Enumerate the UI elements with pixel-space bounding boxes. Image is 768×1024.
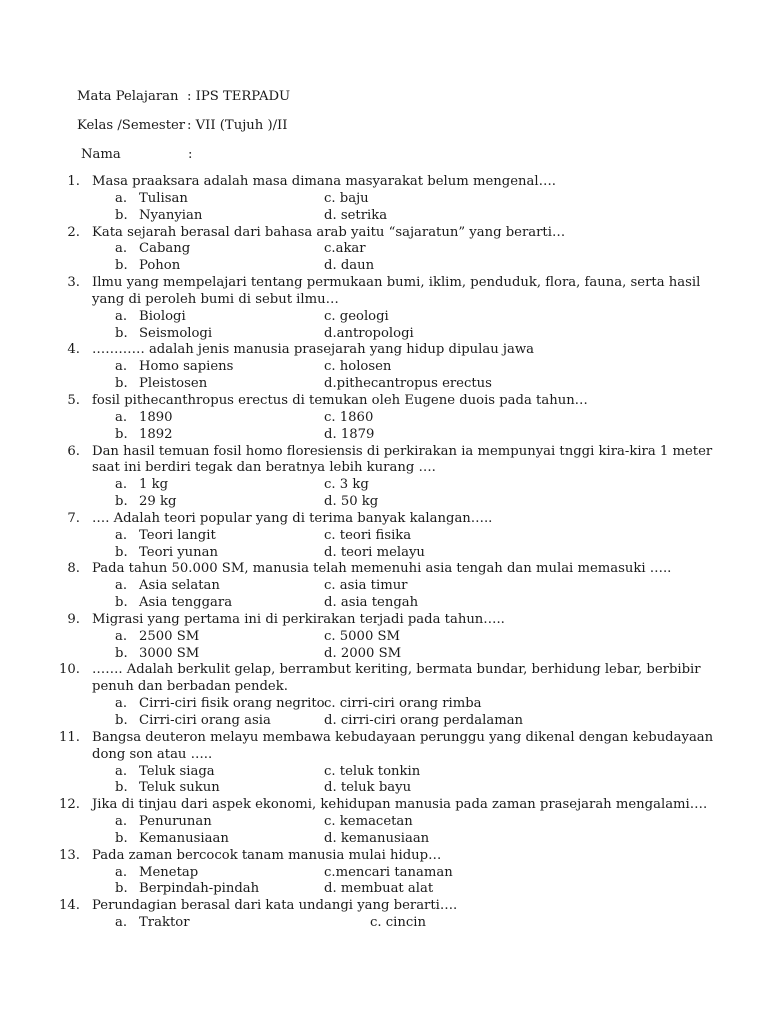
question-text: Jika di tinjau dari aspek ekonomi, kehidupan manusia pada zaman prasejarah mengalami…. <box>92 797 708 813</box>
question-line <box>0 275 768 292</box>
class-semester-row <box>77 117 288 134</box>
option-row <box>0 427 768 444</box>
question-text: yang di peroleh bumi di sebut ilmu… <box>92 291 339 307</box>
option-right: d. cirri-ciri orang perdalaman <box>324 713 524 728</box>
option-letter: a. <box>115 190 128 206</box>
name-value: : <box>188 147 193 162</box>
option-text: Biologi <box>139 308 186 324</box>
question-line <box>0 292 768 309</box>
option-row <box>0 780 768 797</box>
question-text: ………… adalah jenis manusia prasejarah yang hidup dipulau jawa <box>92 342 534 358</box>
question-text: saat ini berdiri tegak dan beratnya lebih kurang …. <box>92 460 436 476</box>
option-text: Traktor <box>139 915 190 931</box>
option-row <box>0 359 768 376</box>
question-text: Bangsa deuteron melayu membawa kebudayaan perunggu yang dikenal dengan kebudayaan <box>92 729 714 745</box>
question-number: 2. <box>67 224 80 240</box>
class-semester-label: Kelas /Semester <box>77 118 186 133</box>
option-row <box>0 191 768 208</box>
option-text: Seismologi <box>139 325 213 341</box>
question-line <box>0 174 768 191</box>
question-line <box>0 898 768 915</box>
option-text: Cabang <box>139 241 191 257</box>
option-letter: a. <box>115 359 128 375</box>
option-row <box>0 915 768 932</box>
option-right: d. asia tengah <box>324 595 419 611</box>
option-letter: b. <box>115 595 128 611</box>
question-text: Ilmu yang mempelajari tentang permukaan bumi, iklim, penduduk, flora, fauna, serta hasil <box>92 275 701 291</box>
question-line <box>0 444 768 461</box>
option-letter: b. <box>115 426 128 442</box>
option-row <box>0 545 768 562</box>
question-text: fosil pithecanthropus erectus di temukan oleh Eugene duois pada tahun… <box>92 392 588 408</box>
question-number: 7. <box>67 510 80 526</box>
option-text: Teluk sukun <box>139 780 220 796</box>
option-text: Teori langit <box>139 527 216 543</box>
option-right: c. 5000 SM <box>324 628 401 644</box>
option-letter: a. <box>115 696 128 712</box>
option-right: d.pithecantropus erectus <box>324 376 492 392</box>
option-text: 1890 <box>139 409 173 425</box>
question-line <box>0 612 768 629</box>
class-semester-value: : VII (Tujuh )/II <box>187 118 288 133</box>
option-row <box>0 241 768 258</box>
question-text: penuh dan berbadan pendek. <box>92 679 288 695</box>
question-number: 1. <box>67 174 80 189</box>
option-letter: a. <box>115 628 128 644</box>
option-row <box>0 814 768 831</box>
option-letter: b. <box>115 780 128 796</box>
option-right: d. teori melayu <box>324 544 425 560</box>
name-row <box>81 146 193 163</box>
question-text: Migrasi yang pertama ini di perkirakan terjadi pada tahun….. <box>92 611 505 627</box>
option-row <box>0 208 768 225</box>
option-text: Tulisan <box>139 190 188 206</box>
option-letter: a. <box>115 477 128 493</box>
question-line <box>0 342 768 359</box>
option-letter: b. <box>115 258 128 274</box>
option-row <box>0 713 768 730</box>
option-row <box>0 629 768 646</box>
option-row <box>0 494 768 511</box>
question-text: Dan hasil temuan fosil homo floresiensis di perkirakan ia mempunyai tnggi kira-kira 1 meter <box>92 443 713 459</box>
option-right: d. 1879 <box>324 426 375 442</box>
option-letter: a. <box>115 527 128 543</box>
option-text: Berpindah-pindah <box>139 881 260 897</box>
option-row <box>0 696 768 713</box>
option-letter: b. <box>115 207 128 223</box>
option-text: Pohon <box>139 258 181 274</box>
option-text: 3000 SM <box>139 645 200 661</box>
question-number: 6. <box>67 443 80 459</box>
question-text: Pada zaman bercocok tanam manusia mulai hidup… <box>92 847 442 863</box>
question-text: ……. Adalah berkulit gelap, berrambut keriting, bermata bundar, berhidung lebar, berbibir <box>92 662 701 678</box>
option-row <box>0 528 768 545</box>
option-right: c. cincin <box>370 915 426 931</box>
option-right: d. daun <box>324 258 375 274</box>
option-right: c.akar <box>324 241 366 257</box>
option-row <box>0 646 768 663</box>
option-letter: a. <box>115 864 128 880</box>
option-letter: a. <box>115 409 128 425</box>
question-text: …. Adalah teori popular yang di terima banyak kalangan….. <box>92 510 493 526</box>
option-letter: b. <box>115 830 128 846</box>
question-line <box>0 662 768 679</box>
question-number: 13. <box>59 847 80 863</box>
option-text: Homo sapiens <box>139 359 234 375</box>
option-right: c. 1860 <box>324 409 374 425</box>
option-right: d. 50 kg <box>324 494 379 510</box>
question-number: 9. <box>67 611 80 627</box>
option-text: Nyanyian <box>139 207 203 223</box>
option-right: c. baju <box>324 190 369 206</box>
option-right: c. holosen <box>324 359 392 375</box>
option-letter: b. <box>115 881 128 897</box>
question-line <box>0 460 768 477</box>
option-row <box>0 376 768 393</box>
question-line <box>0 747 768 764</box>
option-right: c. asia timur <box>324 578 408 594</box>
option-letter: a. <box>115 915 128 931</box>
question-text: Pada tahun 50.000 SM, manusia telah memenuhi asia tengah dan mulai memasuki ….. <box>92 561 672 577</box>
question-number: 12. <box>59 797 80 813</box>
subject-value: : IPS TERPADU <box>187 89 291 104</box>
question-number: 4. <box>67 342 80 358</box>
option-letter: b. <box>115 544 128 560</box>
option-text: 2500 SM <box>139 628 200 644</box>
option-right: c. kemacetan <box>324 814 413 830</box>
option-right: d. 2000 SM <box>324 645 402 661</box>
question-number: 8. <box>67 561 80 577</box>
option-row <box>0 881 768 898</box>
option-letter: b. <box>115 713 128 728</box>
option-right: c. 3 kg <box>324 477 369 493</box>
option-right: d. membuat alat <box>324 881 434 897</box>
option-letter: b. <box>115 376 128 392</box>
question-line <box>0 561 768 578</box>
question-line <box>0 225 768 242</box>
question-line <box>0 393 768 410</box>
option-text: Teori yunan <box>139 544 219 560</box>
question-line <box>0 511 768 528</box>
option-right: c. teluk tonkin <box>324 763 421 779</box>
option-row <box>0 309 768 326</box>
option-letter: b. <box>115 494 128 510</box>
option-right: d. kemanusiaan <box>324 830 430 846</box>
option-text: Cirri-ciri orang asia <box>139 713 271 728</box>
option-row <box>0 326 768 343</box>
question-text: Kata sejarah berasal dari bahasa arab yaitu “sajaratun” yang berarti… <box>92 224 566 240</box>
question-line <box>0 797 768 814</box>
name-label: Nama <box>81 147 121 162</box>
option-letter: a. <box>115 578 128 594</box>
option-letter: a. <box>115 763 128 779</box>
option-right: d. setrika <box>324 207 388 223</box>
subject-label: Mata Pelajaran <box>77 89 179 104</box>
option-text: 29 kg <box>139 494 177 510</box>
option-letter: a. <box>115 308 128 324</box>
option-letter: a. <box>115 814 128 830</box>
option-right: c. geologi <box>324 308 389 324</box>
question-line <box>0 730 768 747</box>
option-right: d.antropologi <box>324 325 414 341</box>
question-text: dong son atau ….. <box>92 746 213 762</box>
option-text: 1892 <box>139 426 173 442</box>
option-right: d. teluk bayu <box>324 780 412 796</box>
option-text: Asia tenggara <box>139 595 233 611</box>
option-right: c. cirri-ciri orang rimba <box>324 696 482 712</box>
question-text: Masa praaksara adalah masa dimana masyarakat belum mengenal…. <box>92 174 556 189</box>
question-number: 11. <box>59 729 80 745</box>
subject-row <box>77 88 291 105</box>
option-text: Asia selatan <box>139 578 220 594</box>
option-row <box>0 258 768 275</box>
option-right: c. teori fisika <box>324 527 412 543</box>
option-letter: b. <box>115 645 128 661</box>
option-row <box>0 578 768 595</box>
option-row <box>0 410 768 427</box>
option-letter: b. <box>115 325 128 341</box>
option-letter: a. <box>115 241 128 257</box>
question-number: 10. <box>59 662 80 678</box>
option-text: Teluk siaga <box>139 763 215 779</box>
option-row <box>0 831 768 848</box>
question-line <box>0 848 768 865</box>
question-number: 5. <box>67 392 80 408</box>
question-number: 3. <box>67 275 80 291</box>
option-text: Pleistosen <box>139 376 208 392</box>
option-text: Menetap <box>139 864 199 880</box>
option-row <box>0 477 768 494</box>
question-list <box>0 174 768 932</box>
option-row <box>0 764 768 781</box>
question-line <box>0 679 768 696</box>
option-text: Kemanusiaan <box>139 830 229 846</box>
question-text: Perundagian berasal dari kata undangi yang berarti…. <box>92 898 458 914</box>
option-text: Cirri-ciri fisik orang negrito <box>139 696 325 712</box>
option-row <box>0 595 768 612</box>
option-text: Penurunan <box>139 814 212 830</box>
option-row <box>0 865 768 882</box>
option-right: c.mencari tanaman <box>324 864 453 880</box>
question-number: 14. <box>59 898 80 914</box>
option-text: 1 kg <box>139 477 169 493</box>
